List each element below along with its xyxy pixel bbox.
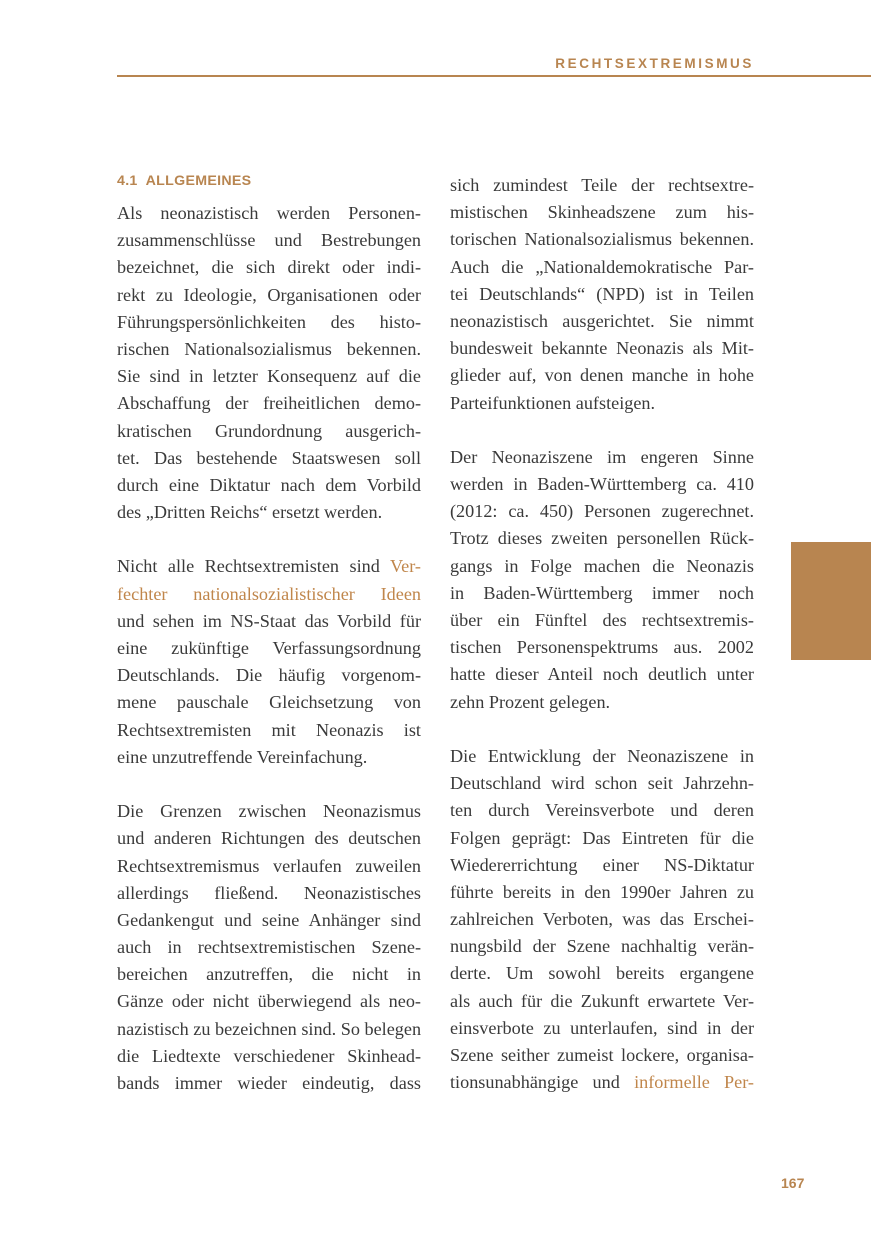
text-line: Folgen geprägt: Das Eintreten für die	[450, 827, 754, 848]
text-line: tet. Das bestehende Staatswesen soll	[117, 447, 421, 468]
text-line: ten durch Vereinsverbote und deren	[450, 800, 754, 821]
text-line: werden in Baden-Württemberg ca. 410	[450, 474, 754, 495]
text-line: in Baden-Württemberg immer noch	[450, 582, 754, 603]
text-line: Die Grenzen zwischen Neonazismus	[117, 801, 421, 822]
text-line	[450, 1069, 754, 1096]
text-line: Gänze oder nicht überwiegend als neo-	[117, 991, 421, 1012]
glossary-link-verfechter-continued[interactable]: fechter nationalsozialistischer Ideen	[117, 583, 421, 604]
text-line: auch in rechtsextremistischen Szene-	[117, 937, 421, 958]
glossary-link-informelle-personenzusammenschluesse[interactable]: informelle Per-	[634, 1072, 754, 1093]
text-line: sich zumindest Teile der rechtsextre-	[450, 175, 754, 195]
text-line: gangs in Folge machen die Neonazis	[450, 555, 754, 576]
text-line: bands immer wieder eindeutig, dass	[117, 1073, 421, 1093]
glossary-link-verfechter[interactable]: Ver-	[390, 556, 421, 577]
text-line: Rechtsextremismus verlaufen zuweilen	[117, 855, 421, 876]
paragraph-neonazi-numbers	[450, 444, 754, 716]
text-line: (2012: ca. 450) Personen zugerechnet.	[450, 501, 754, 522]
text-line: allerdings fließend. Neonazistisches	[117, 882, 421, 903]
text-line: führte bereits in den 1990er Jahren zu	[450, 881, 754, 902]
text-line: bereichen anzutreffen, die nicht in	[117, 964, 421, 985]
text-line: Szene seither zumeist lockere, organisa-	[450, 1045, 754, 1065]
paragraph-not-all-right-extremists	[117, 553, 421, 771]
text-line: durch eine Diktatur nach dem Vorbild	[117, 474, 421, 495]
text-line: tei Deutschlands“ (NPD) ist in Teilen	[450, 283, 754, 304]
text-line: mene pauschale Gleichsetzung von	[117, 692, 421, 713]
text-line: glieder auf, von denen manche in hohe	[450, 365, 754, 386]
text-line: Abschaffung der freiheitlichen demo-	[117, 393, 421, 414]
text-line: kratischen Grundordnung ausgerich-	[117, 420, 421, 441]
text-line: eine unzutreffende Vereinfachung.	[117, 746, 368, 767]
paragraph-neonazism-definition	[117, 200, 421, 526]
text-line: tischen Personenspektrums aus. 2002	[450, 637, 754, 658]
text-line: Als neonazistisch werden Personen-	[117, 203, 421, 223]
text-line: Sie sind in letzter Konsequenz auf die	[117, 366, 421, 387]
paragraph-development	[450, 743, 754, 1096]
text-line: derte. Um sowohl bereits ergangene	[450, 963, 754, 984]
paragraph-boundaries	[117, 798, 421, 1097]
page-number: 167	[781, 1175, 805, 1191]
section-title: ALLGEMEINES	[145, 173, 252, 189]
text-line: nungsbild der Szene nachhaltig verän-	[450, 936, 754, 957]
text-line: als auch für die Zukunft erwartete Ver-	[450, 990, 754, 1011]
text-line: einsverbote zu unterlaufen, sind in der	[450, 1017, 754, 1038]
text-line: Gedankengut und seine Anhänger sind	[117, 909, 421, 930]
text-line: zusammenschlüsse und Bestrebungen	[117, 230, 421, 251]
running-header: RECHTSEXTREMISMUS	[555, 56, 754, 71]
text-line: zehn Prozent gelegen.	[450, 691, 611, 712]
chapter-tab-marker	[791, 542, 871, 660]
text-line: neonazistisch ausgerichtet. Sie nimmt	[450, 310, 754, 331]
text-line: mistischen Skinheadszene zum his-	[450, 202, 754, 223]
text-line	[117, 553, 421, 580]
text-line: zahlreichen Verboten, was das Erschei-	[450, 909, 754, 930]
text-line: eine zukünftige Verfassungsordnung	[117, 638, 421, 658]
text-line: Deutschland wird schon seit Jahrzehn-	[450, 773, 754, 794]
text-line: Wiedererrichtung einer NS-Diktatur	[450, 854, 754, 875]
text-line: Auch die „Nationaldemokratische Par-	[450, 256, 754, 277]
paragraph-skinhead-scene	[450, 172, 754, 417]
text-line: Der Neonaziszene im engeren Sinne	[450, 446, 754, 467]
text-line: Deutschlands. Die häufig vorgenom-	[117, 665, 421, 686]
text-line: Parteifunktionen aufsteigen.	[450, 392, 656, 413]
text-fragment: Nicht alle Rechtsextremisten sind	[117, 556, 391, 577]
text-line: rekt zu Ideologie, Organisationen oder	[117, 284, 421, 305]
text-line: über ein Fünftel des rechtsextremis-	[450, 610, 754, 630]
text-line: des „Dritten Reichs“ ersetzt werden.	[117, 502, 383, 523]
text-line: und sehen im NS-Staat das Vorbild für	[117, 610, 421, 631]
text-line: die Liedtexte verschiedener Skinhead-	[117, 1045, 421, 1066]
text-line: Rechtsextremisten mit Neonazis ist	[117, 719, 421, 740]
section-number: 4.1	[117, 173, 138, 189]
right-column	[450, 172, 754, 1096]
text-line: und anderen Richtungen des deutschen	[117, 828, 421, 849]
text-line	[117, 581, 421, 608]
text-line: Die Entwicklung der Neonaziszene in	[450, 745, 754, 766]
text-line: rischen Nationalsozialismus bekennen.	[117, 338, 421, 359]
text-line: Führungspersönlichkeiten des histo-	[117, 311, 421, 332]
text-line: hatte dieser Anteil noch deutlich unter	[450, 664, 754, 685]
text-line: Trotz dieses zweiten personellen Rück-	[450, 528, 754, 549]
text-line: bundesweit bekannte Neonazis als Mit-	[450, 338, 754, 359]
left-column	[117, 172, 421, 1097]
text-line: torischen Nationalsozialismus bekennen.	[450, 229, 754, 250]
text-fragment: tionsunabhängige und	[450, 1072, 635, 1093]
text-line: nazistisch zu bezeichnen sind. So belegen	[117, 1018, 422, 1039]
text-line: bezeichnet, die sich direkt oder indi-	[117, 257, 421, 278]
header-rule	[117, 75, 871, 77]
section-heading	[117, 172, 421, 200]
